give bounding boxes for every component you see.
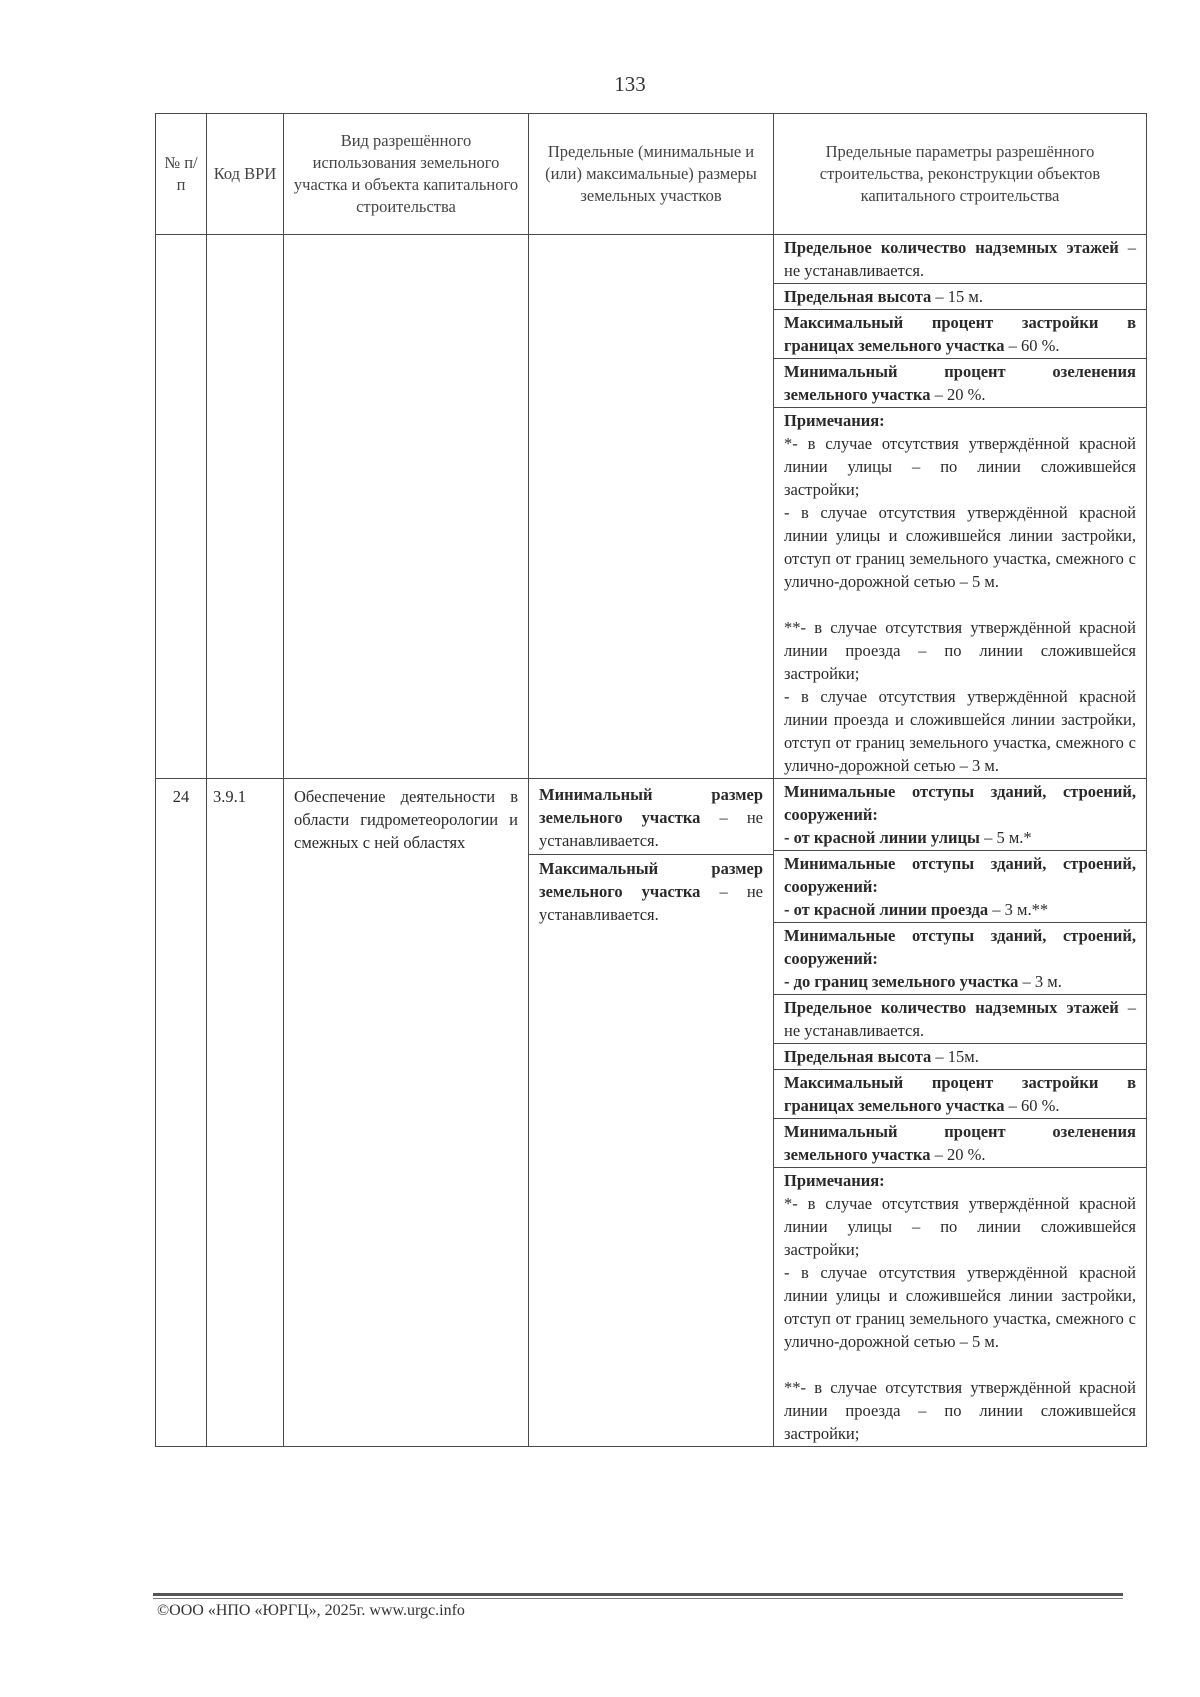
param-height: Предельная высота – 15 м.: [774, 284, 1147, 310]
empty-cell: [284, 235, 529, 779]
row-code: 3.9.1: [207, 779, 284, 1447]
header-plot-size: Предельные (минимальные и (или) максимальные) размеры земельных участков: [529, 114, 774, 235]
note-text: - в случае отсутствия утверждённой красной линии улицы и сложившейся линии застройки, отступ от границ земельного участка, смежного с улично-дорожной сетью – 5 м.: [784, 1263, 1136, 1351]
notes-cell: [774, 408, 1147, 779]
max-plot-size: Максимальный размер земельного участка – не устанавливается.: [539, 859, 763, 924]
table-row: [156, 779, 1147, 851]
footer-copyright: ©ООО «НПО «ЮРГЦ», 2025г. www.urgc.info: [157, 1602, 465, 1619]
header-build-params: Предельные параметры разрешённого строительства, реконструкции объектов капитального строительства: [774, 114, 1147, 235]
param-floors: Предельное количество надземных этажей – не устанавливается.: [774, 235, 1147, 284]
row-use-type: Обеспечение деятельности в области гидрометеорологии и смежных с ней областях: [284, 779, 529, 1447]
param-max-coverage: Максимальный процент застройки в границах земельного участка – 60 %.: [774, 310, 1147, 359]
table-row: [156, 235, 1147, 284]
param-height: Предельная высота – 15м.: [774, 1044, 1147, 1070]
param-min-greening: Минимальный процент озеленения земельного участка – 20 %.: [774, 1119, 1147, 1168]
header-use-type: Вид разрешённого использования земельного участка и объекта капитального строительства: [284, 114, 529, 235]
empty-cell: [156, 235, 207, 779]
row-number: 24: [156, 779, 207, 1447]
note-text: *- в случае отсутствия утверждённой красной линии улицы – по линии сложившейся застройки;: [784, 1194, 1136, 1259]
empty-cell: [207, 235, 284, 779]
setback-street: Минимальные отступы зданий, строений, сооружений: - от красной линии улицы – 5 м.*: [774, 779, 1147, 851]
table-header-row: [156, 114, 1147, 235]
setback-driveway: Минимальные отступы зданий, строений, сооружений: - от красной линии проезда – 3 м.**: [774, 851, 1147, 923]
header-number: № п/п: [156, 114, 207, 235]
footer-divider-thin: [153, 1598, 1123, 1599]
header-code: Код ВРИ: [207, 114, 284, 235]
min-plot-size: Минимальный размер земельного участка – не устанавливается.: [529, 779, 773, 855]
page-number: 133: [614, 72, 646, 96]
note-text: *- в случае отсутствия утверждённой красной линии улицы – по линии сложившейся застройки;: [784, 434, 1136, 499]
param-max-coverage: Максимальный процент застройки в границах земельного участка – 60 %.: [774, 1070, 1147, 1119]
param-min-greening: Минимальный процент озеленения земельного участка – 20 %.: [774, 359, 1147, 408]
regulations-table: [155, 113, 1147, 1447]
note-text: - в случае отсутствия утверждённой красной линии проезда и сложившейся линии застройки, отступ от границ земельного участка, смежного с улично-дорожной сетью – 3 м.: [784, 687, 1136, 775]
notes-title: Примечания:: [784, 1171, 885, 1190]
notes-title: Примечания:: [784, 411, 885, 430]
note-text: - в случае отсутствия утверждённой красной линии улицы и сложившейся линии застройки, отступ от границ земельного участка, смежного с улично-дорожной сетью – 5 м.: [784, 503, 1136, 591]
param-floors: Предельное количество надземных этажей – не устанавливается.: [774, 995, 1147, 1044]
notes-cell: [774, 1168, 1147, 1447]
setback-plot-border: Минимальные отступы зданий, строений, сооружений: - до границ земельного участка – 3 м.: [774, 923, 1147, 995]
note-text: **- в случае отсутствия утверждённой красной линии проезда – по линии сложившейся застройки;: [784, 1378, 1136, 1443]
empty-cell: [529, 235, 774, 779]
note-text: **- в случае отсутствия утверждённой красной линии проезда – по линии сложившейся застройки;: [784, 618, 1136, 683]
plot-size-cell: [529, 779, 774, 1447]
footer-divider: [153, 1593, 1123, 1596]
